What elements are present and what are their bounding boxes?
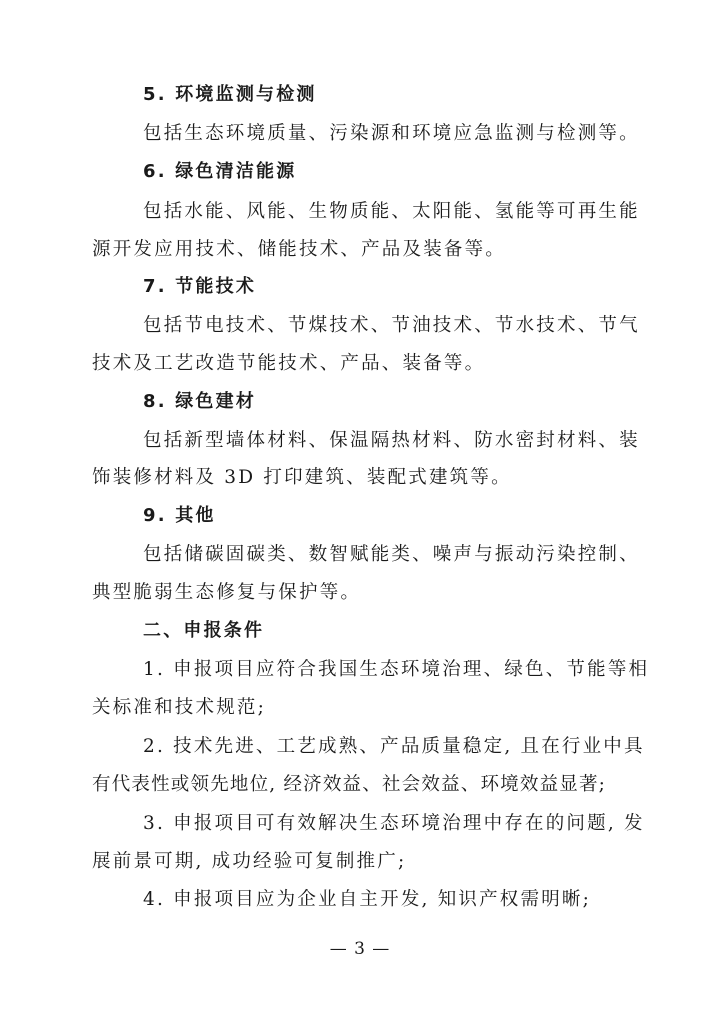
section-heading-6: 6. 绿色清洁能源: [143, 161, 297, 182]
section-text-9-line-2: 典型脆弱生态修复与保护等。: [92, 582, 362, 603]
section-heading-8: 8. 绿色建材: [143, 391, 257, 412]
section-text-5-line-1: 包括生态环境质量、污染源和环境应急监测与检测等。: [143, 123, 640, 144]
section-heading-9: 9. 其他: [143, 505, 216, 526]
section-text-7-line-1: 包括节电技术、节煤技术、节油技术、节水技术、节气: [143, 315, 640, 336]
page-number: — 3 —: [329, 939, 391, 959]
requirement-3-line-2: 展前景可期, 成功经验可复制推广;: [92, 851, 407, 872]
requirement-4-line-1: 4. 申报项目应为企业自主开发, 知识产权需明晰;: [143, 889, 592, 910]
section-text-8-line-1: 包括新型墙体材料、保温隔热材料、防水密封材料、装: [143, 430, 640, 451]
section-heading-7: 7. 节能技术: [143, 276, 257, 297]
requirement-2-line-1: 2. 技术先进、工艺成熟、产品质量稳定, 且在行业中具: [143, 736, 645, 757]
requirement-1-line-1: 1. 申报项目应符合我国生态环境治理、绿色、节能等相: [143, 659, 650, 680]
section-text-8-line-2: 饰装修材料及 3D 打印建筑、装配式建筑等。: [92, 467, 512, 488]
section-text-6-line-2: 源开发应用技术、储能技术、产品及装备等。: [92, 239, 507, 260]
requirements-heading: 二、申报条件: [143, 620, 265, 641]
section-text-6-line-1: 包括水能、风能、生物质能、太阳能、氢能等可再生能: [143, 201, 640, 222]
requirement-1-line-2: 关标准和技术规范;: [92, 697, 267, 718]
section-text-7-line-2: 技术及工艺改造节能技术、产品、装备等。: [92, 353, 486, 374]
section-text-9-line-1: 包括储碳固碳类、数智赋能类、噪声与振动污染控制、: [143, 544, 640, 565]
requirement-3-line-1: 3. 申报项目可有效解决生态环境治理中存在的问题, 发: [143, 813, 645, 834]
requirement-2-line-2: 有代表性或领先地位, 经济效益、社会效益、环境效益显著;: [92, 774, 607, 795]
section-heading-5: 5. 环境监测与检测: [143, 84, 317, 105]
